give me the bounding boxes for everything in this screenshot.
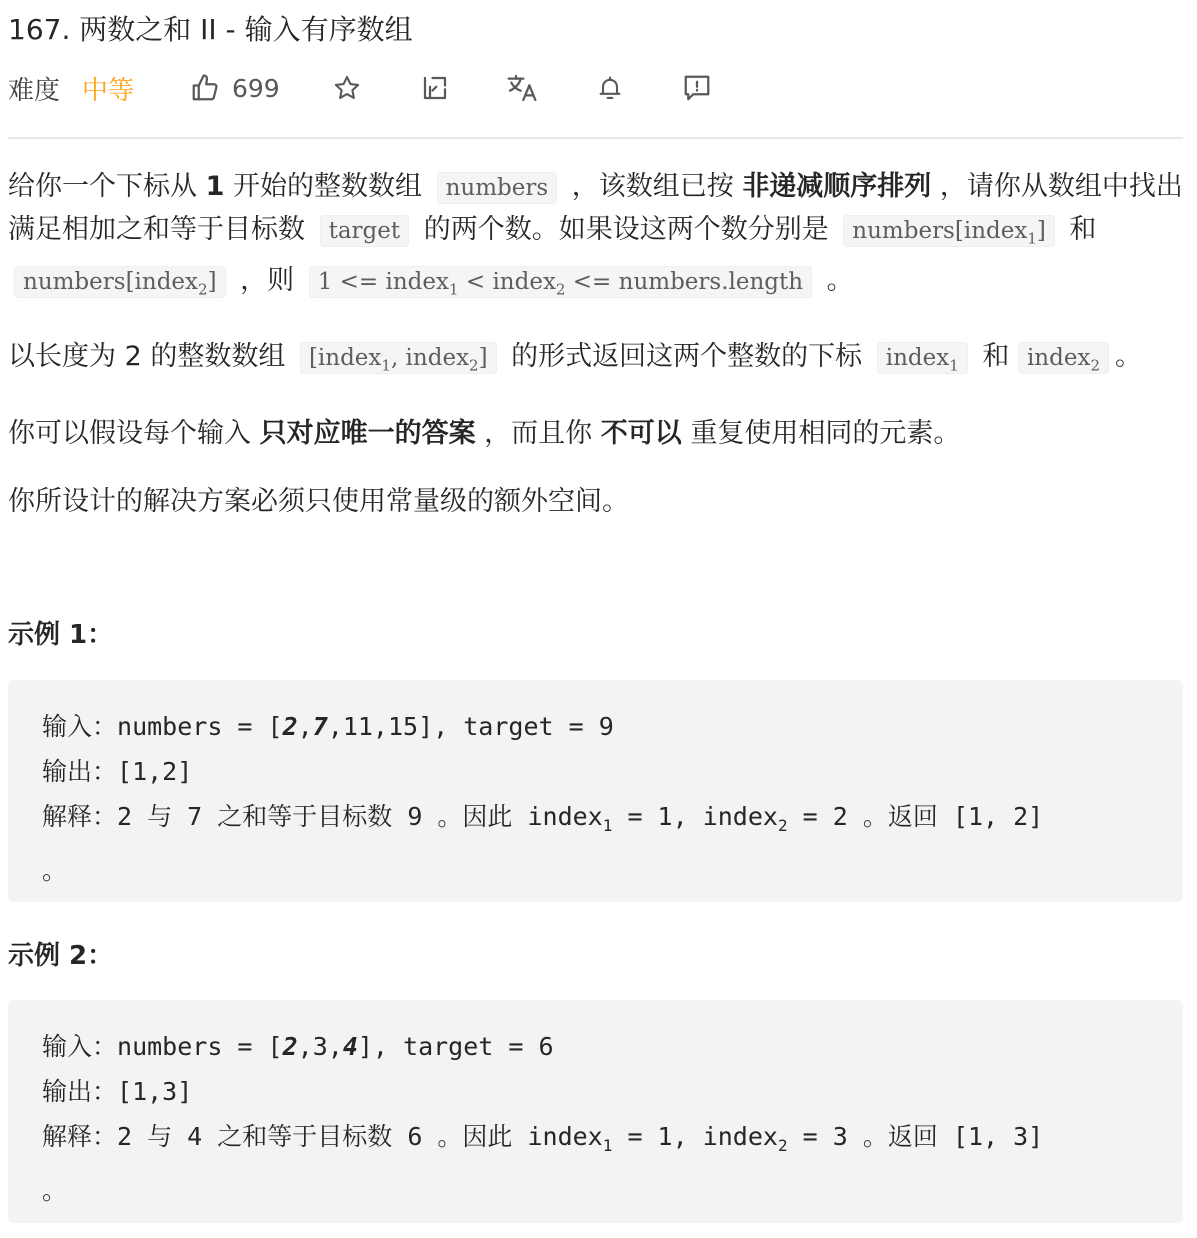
- text: 的两个数。如果设这两个数分别是: [415, 214, 838, 245]
- text: 和: [1060, 214, 1097, 245]
- subscript: 2: [777, 816, 788, 835]
- inline-code: [14, 266, 226, 298]
- inline-code: [877, 342, 968, 374]
- highlight-number: 2: [282, 1032, 298, 1061]
- feedback-icon: [682, 73, 712, 103]
- input-label: 输入：: [42, 712, 118, 741]
- subscript: 2: [469, 356, 479, 375]
- subscript: 1: [381, 356, 391, 375]
- inline-code: target: [320, 215, 410, 247]
- example-input-line: [42, 704, 1149, 749]
- code-part: 2 与 4 之和等于目标数 6 。因此 index: [117, 1122, 603, 1151]
- inline-code: [309, 266, 812, 298]
- text: ，而且你: [475, 417, 601, 449]
- subscript: 1: [949, 356, 959, 375]
- problem-description: [8, 166, 1183, 549]
- code-part: index: [1026, 345, 1091, 372]
- example-explain-line: [42, 794, 1149, 848]
- inline-code: [300, 342, 497, 374]
- subscript: 2: [555, 280, 566, 299]
- code-part: ]: [1036, 218, 1046, 244]
- code-part: ], target = 6: [357, 1032, 554, 1061]
- example-output-line: [42, 749, 1149, 794]
- output-label: 输出：: [42, 1077, 118, 1106]
- code-part: ,: [297, 712, 313, 741]
- explain-label: 解释：: [42, 1122, 118, 1151]
- subscript: 1: [449, 280, 459, 299]
- text: ，该数组已按: [563, 171, 743, 202]
- bell-icon: [596, 74, 624, 102]
- difficulty: [8, 66, 134, 110]
- inline-code: [843, 215, 1055, 247]
- text: 的形式返回这两个整数的下标: [502, 341, 871, 373]
- code-part: numbers = [: [117, 1032, 283, 1061]
- bold-text: 1: [205, 171, 225, 202]
- text: 给你一个下标从: [8, 171, 206, 202]
- explain-label: 解释：: [42, 802, 118, 831]
- highlight-number: 7: [312, 712, 328, 741]
- translate-icon: [506, 72, 538, 104]
- description-paragraph-2: [8, 336, 1183, 387]
- example-explain-tail: 。: [42, 856, 68, 885]
- text: 你可以假设每个输入: [8, 417, 260, 449]
- code-part: ,3,: [297, 1032, 343, 1061]
- difficulty-label: 难度: [8, 75, 61, 106]
- description-paragraph-1: [8, 166, 1183, 310]
- favorite-button[interactable]: [333, 66, 361, 110]
- description-paragraph-4: 你所设计的解决方案必须只使用常量级的额外空间。: [8, 485, 629, 517]
- code-part: numbers[index: [23, 268, 199, 295]
- share-icon: [420, 73, 450, 103]
- subscript: 2: [777, 1136, 788, 1155]
- subscript: 1: [1027, 229, 1037, 248]
- code-part: ,11,15], target = 9: [327, 712, 614, 741]
- highlight-number: 2: [282, 712, 298, 741]
- code-part: , index: [390, 345, 470, 372]
- code-part: <= numbers.length: [565, 268, 804, 295]
- code-part: = 1, index: [612, 1122, 778, 1151]
- bold-text: 非递减顺序排列: [742, 171, 932, 202]
- example-1-block: [8, 680, 1183, 902]
- thumb-up-icon: [190, 73, 220, 103]
- subscript: 2: [198, 280, 208, 299]
- input-label: 输入：: [42, 1032, 118, 1061]
- like-button[interactable]: [190, 66, 280, 110]
- code-part: 1 <= index: [317, 268, 449, 295]
- code-part: < index: [458, 268, 556, 295]
- example-input-line: [42, 1024, 1149, 1069]
- output-value: [1,3]: [117, 1077, 193, 1106]
- subscript: 2: [1090, 356, 1100, 375]
- bold-text: 不可以: [600, 417, 682, 449]
- example-explain-line: [42, 1114, 1149, 1168]
- description-paragraph-3: [8, 413, 1183, 455]
- text: 和: [973, 341, 1018, 373]
- inline-code: [1018, 342, 1109, 374]
- difficulty-badge: 中等: [82, 75, 135, 106]
- example-explain-tail: 。: [42, 1176, 68, 1205]
- output-label: 输出：: [42, 757, 118, 786]
- translate-button[interactable]: [506, 66, 538, 110]
- code-part: = 1, index: [612, 802, 778, 831]
- code-part: numbers[index: [852, 218, 1028, 244]
- subscript: 1: [602, 1136, 613, 1155]
- text: 重复使用相同的元素。: [681, 417, 961, 449]
- text: ，则: [231, 264, 303, 296]
- code-part: numbers = [: [117, 712, 283, 741]
- text: 。: [818, 264, 854, 296]
- problem-title: 167. 两数之和 II - 输入有序数组: [8, 13, 413, 46]
- example-output-line: [42, 1069, 1149, 1114]
- example-1-title: 示例 1：: [8, 620, 114, 650]
- divider: [8, 137, 1183, 139]
- text: 以长度为 2 的整数数组: [8, 341, 294, 373]
- code-part: ]: [207, 268, 217, 295]
- code-part: [index: [308, 345, 382, 372]
- star-icon: [333, 74, 361, 102]
- output-value: [1,2]: [117, 757, 193, 786]
- example-2-title: 示例 2：: [8, 941, 114, 971]
- bold-text: 只对应唯一的答案: [259, 417, 476, 449]
- highlight-number: 4: [342, 1032, 358, 1061]
- subscript: 1: [602, 816, 613, 835]
- text: 。: [1114, 341, 1142, 373]
- feedback-button[interactable]: [682, 66, 712, 110]
- like-count: 699: [232, 73, 280, 103]
- example-2-block: [8, 1000, 1183, 1223]
- notify-button[interactable]: [596, 66, 624, 110]
- text: ，请你从数组中找出满足相加之和等于目标数: [8, 171, 1183, 245]
- code-part: = 3 。返回 [1, 3]: [787, 1122, 1044, 1151]
- code-part: ]: [478, 345, 488, 372]
- share-button[interactable]: [420, 66, 450, 110]
- code-part: = 2 。返回 [1, 2]: [787, 802, 1044, 831]
- code-part: index: [885, 345, 950, 372]
- inline-code: numbers: [437, 172, 558, 204]
- problem-meta-bar: [8, 66, 1183, 110]
- code-part: 2 与 7 之和等于目标数 9 。因此 index: [117, 802, 603, 831]
- text: 开始的整数数组: [224, 171, 431, 202]
